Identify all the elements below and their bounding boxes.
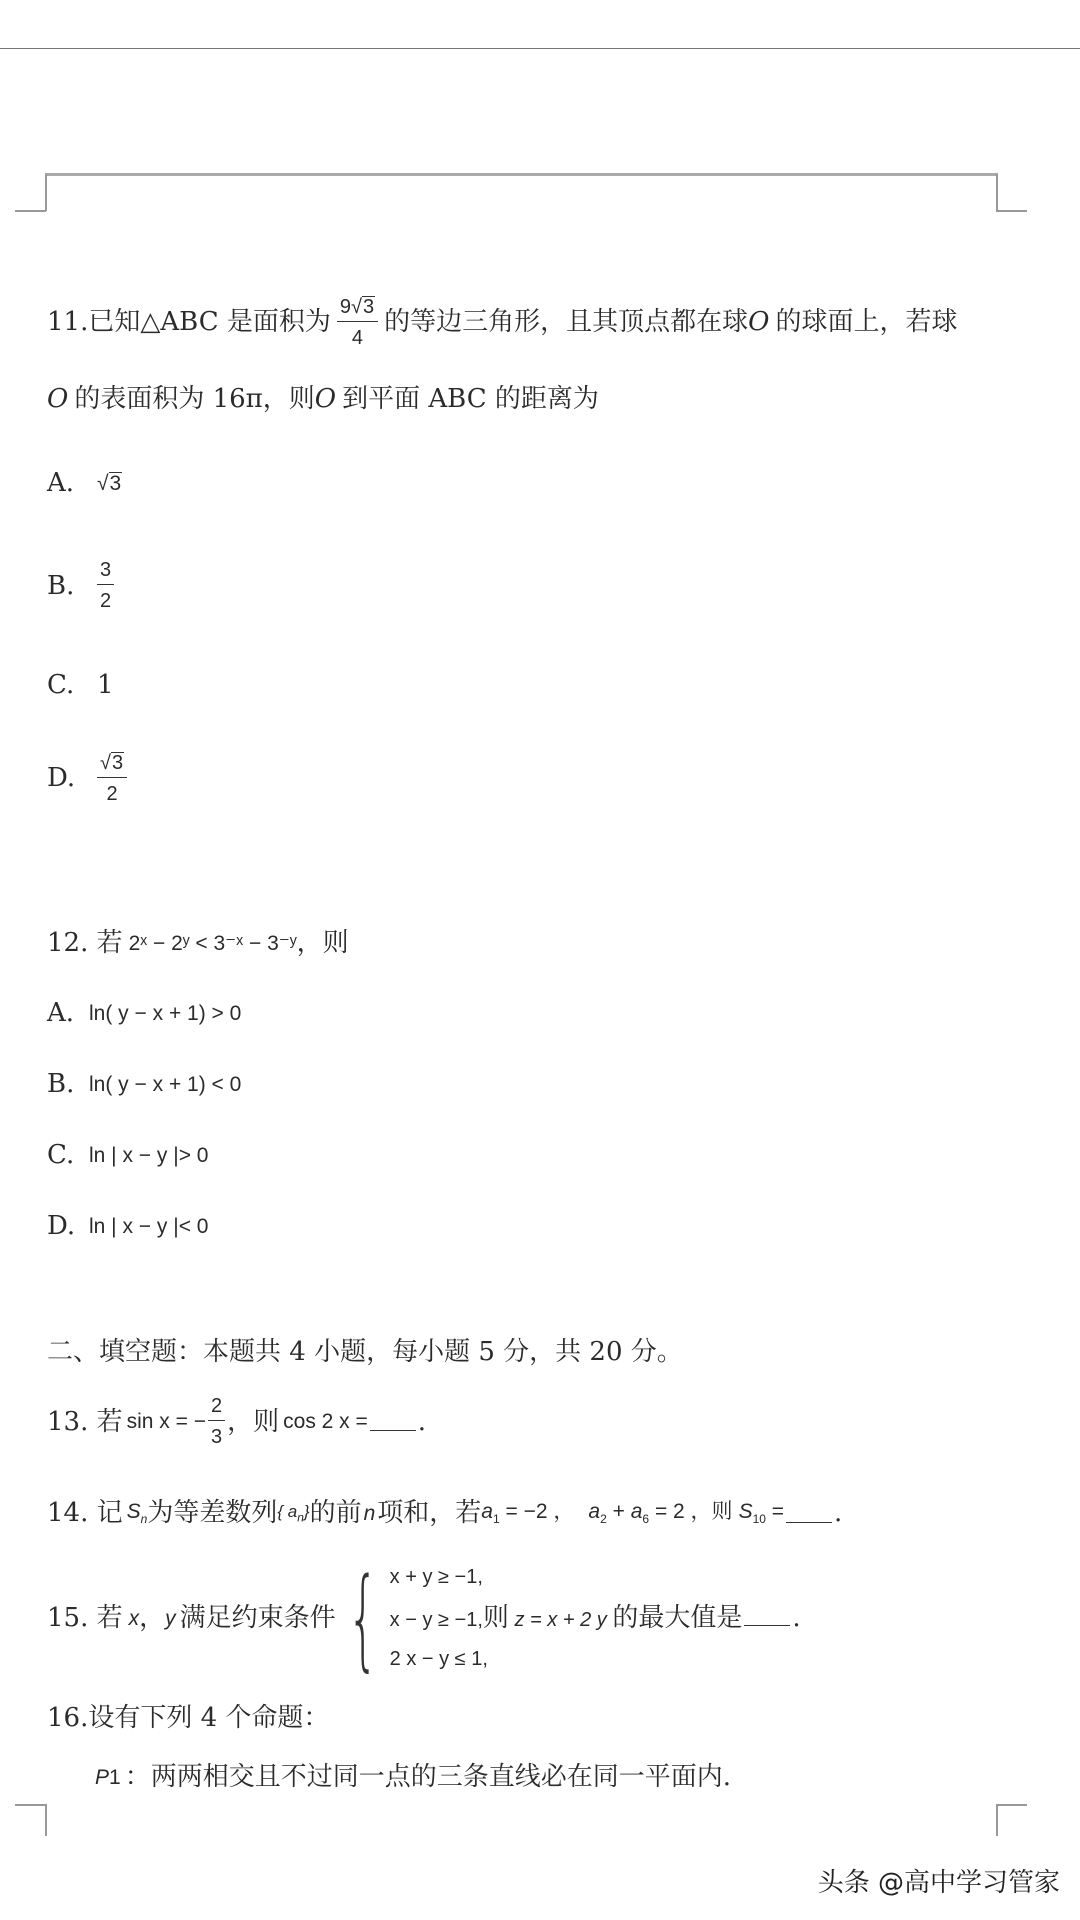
q15 (47, 1554, 801, 1682)
s-symbol: S (126, 1499, 141, 1523)
constraint-system (390, 1567, 801, 1669)
q12-expr: 2ˣ − 2ʸ < 3⁻ˣ − 3⁻ʸ (128, 931, 297, 955)
q16-p1 (95, 1764, 731, 1790)
q16-p1-text: ：两两相交且不过同一点的三条直线必在同一平面内. (124, 1762, 731, 1792)
frac-den: 3 (211, 1426, 223, 1448)
subscript: 10 (752, 1512, 766, 1527)
q14: 14. 记 $S_n$ 为等差数列 { $a_n$} 的前 n 项和，若 $a_1 = -2$ ， $a_2 + a_6 = 2$ ，则 $S_{10}$ = . (47, 1498, 843, 1528)
subscript: 1 (492, 1512, 500, 1527)
y-symbol: y (165, 1606, 176, 1630)
q14-expr: = (771, 1499, 785, 1523)
corner-mark-tr-h (996, 210, 1027, 212)
a-symbol: a (481, 1499, 493, 1523)
subscript: n (140, 1512, 148, 1527)
s-symbol: S (738, 1499, 753, 1523)
frac-num: 2 (208, 1396, 225, 1421)
constraint: x − y ≥ −1, (389, 1609, 483, 1631)
q15-text: 15. 若 (47, 1603, 123, 1633)
option-value: ln( y − x + 1) < 0 (89, 1072, 242, 1096)
option-label: C. (47, 1140, 75, 1170)
option-label: B. (47, 1069, 75, 1099)
subscript: 1 (109, 1765, 121, 1789)
corner-mark-br-h (996, 1804, 1027, 1806)
a-symbol: a (588, 1499, 601, 1523)
q15-text: ， (139, 1603, 166, 1633)
q11-text: 到平面 ABC 的距离为 (342, 384, 599, 414)
answer-blank[interactable] (744, 1607, 790, 1626)
p-symbol: P (95, 1765, 110, 1789)
q11-text: 11.已知△ABC 是面积为 (47, 307, 331, 337)
option-label: C. (47, 670, 75, 700)
corner-mark-tr-v (996, 174, 998, 211)
q14-text: 项和，若 (377, 1498, 482, 1528)
q11-line2 (47, 386, 599, 412)
q11-fraction: 9 √ 3 4 (337, 296, 378, 348)
subscript: n (297, 1510, 304, 1525)
q11-text: 的球面上，若球 (775, 307, 958, 337)
q12-stem (47, 930, 349, 956)
subscript: 2 (600, 1512, 607, 1527)
option-label: D. (47, 763, 76, 793)
q14-text: 的前 (309, 1498, 362, 1528)
corner-mark-tl-v (45, 174, 47, 211)
frac-den: 2 (100, 590, 112, 612)
q12-option-a (47, 1000, 241, 1026)
corner-mark-br-v (996, 1804, 998, 1836)
brace-icon: { (346, 1554, 379, 1682)
watermark: 头条 @高中学习管家 (817, 1868, 1060, 1898)
q13-expr: sin x = − (126, 1410, 207, 1433)
q11-option-a: A. √ 3 (47, 468, 122, 498)
objective: z = x + 2 y (514, 1609, 607, 1631)
q11-option-b (47, 560, 120, 611)
q12-option-d (47, 1213, 208, 1239)
option-label: A. (47, 998, 75, 1028)
top-divider (0, 48, 1080, 49)
answer-blank[interactable] (786, 1504, 832, 1523)
radicand: 3 (362, 296, 375, 318)
sphere-o: O (748, 307, 770, 337)
option-label: A. (47, 468, 75, 498)
q13 (47, 1396, 426, 1447)
a-symbol: a (630, 1499, 643, 1523)
section-heading: 二、填空题：本题共 4 小题，每小题 5 分，共 20 分。 (47, 1337, 683, 1367)
q14-expr: = −2 ， (505, 1499, 575, 1523)
q14-text: 为等差数列 (147, 1498, 278, 1528)
subscript: 6 (642, 1512, 650, 1527)
option-value: ln | x − y |< 0 (89, 1214, 209, 1238)
q15-text: 满足约束条件 (179, 1603, 336, 1633)
q12-text: ，则 (296, 928, 349, 958)
x-symbol: x (128, 1606, 140, 1630)
q15-text: 则 (482, 1603, 509, 1633)
q13-text: . (417, 1406, 427, 1437)
q13-text: ，则 (227, 1406, 280, 1437)
sphere-o: O (314, 384, 337, 414)
q11-option-c (47, 672, 114, 698)
sequence: { a (277, 1501, 298, 1521)
q15-text: 的最大值是 (612, 1603, 743, 1633)
q11-option-d: D. √ 3 2 (47, 752, 133, 804)
frac-num: 9 (339, 296, 351, 318)
q12-option-c (47, 1142, 208, 1168)
corner-mark-bl-h (15, 1804, 46, 1806)
radicand: 3 (109, 472, 122, 495)
q13-text: 13. 若 (47, 1406, 123, 1437)
q16-stem: 16.设有下列 4 个命题： (47, 1703, 330, 1733)
q12-option-b (47, 1071, 241, 1097)
answer-blank[interactable] (370, 1412, 416, 1431)
q11-text: 的表面积为 16π，则 (74, 384, 315, 414)
constraint: 2 x − y ≤ 1, (389, 1648, 488, 1670)
q13-expr: cos 2 x = (283, 1410, 368, 1433)
q11-text: 的等边三角形，且其顶点都在球 (384, 307, 749, 337)
q12-text: 12. 若 (47, 928, 123, 958)
q14-text: 14. 记 (47, 1498, 123, 1528)
option-value: ln( y − x + 1) > 0 (89, 1001, 242, 1025)
q11-line1 (47, 296, 957, 348)
option-value: 1 (97, 670, 114, 700)
option-label: B. (47, 570, 75, 601)
radicand: 3 (111, 752, 124, 774)
q14-expr: = 2 ，则 (654, 1499, 733, 1523)
frac-num: 3 (97, 560, 114, 585)
option-label: D. (47, 1211, 76, 1241)
frac-den: 4 (351, 327, 364, 349)
option-value: ln | x − y |> 0 (89, 1143, 209, 1167)
corner-mark-tl-h (15, 210, 46, 212)
frac-den: 2 (106, 783, 118, 805)
constraint: x + y ≥ −1, (389, 1566, 483, 1588)
q15-text: . (792, 1603, 801, 1633)
corner-mark-bl-v (45, 1804, 47, 1836)
n-symbol: n (363, 1501, 376, 1525)
q14-text: . (834, 1498, 843, 1528)
sphere-o: O (47, 384, 69, 414)
page-header-line (45, 173, 998, 176)
